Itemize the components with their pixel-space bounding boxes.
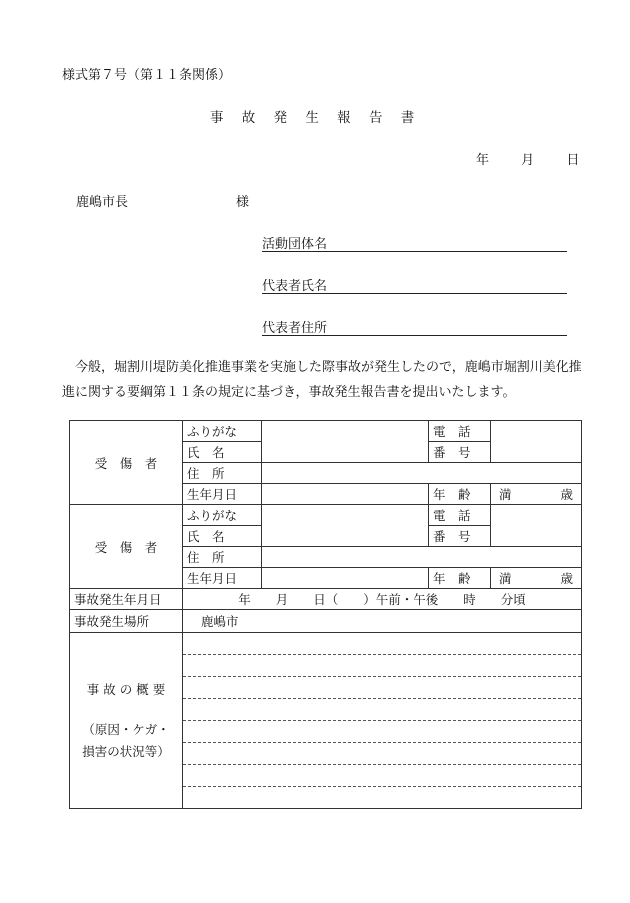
age-prefix-2: 満 [499, 571, 512, 586]
furigana-label-2: ふりがな [183, 505, 262, 526]
phone-cell-2[interactable] [491, 505, 582, 547]
date-month: 月 [521, 153, 535, 168]
addressee-mayor: 鹿嶋市長 [76, 195, 129, 210]
overview-line [183, 765, 581, 787]
date-day: 日 [566, 153, 580, 168]
form-number: 様式第７号（第１１条関係） [62, 68, 232, 83]
addressee-honorific: 様 [236, 195, 250, 210]
overview-line [183, 787, 581, 808]
injured-label-1: 受 傷 者 [70, 421, 183, 505]
furigana-label-1: ふりがな [183, 421, 262, 442]
occurrence-date-label: 事故発生年月日 [70, 589, 183, 610]
overview-text-area[interactable] [183, 633, 582, 809]
date-line [476, 149, 593, 168]
name-cell-1[interactable] [262, 421, 429, 463]
age-suffix-2: 歳 [560, 571, 573, 586]
birthdate-label-2: 生年月日 [183, 568, 262, 589]
age-label-1: 年 齢 [429, 484, 491, 505]
overview-line [183, 743, 581, 765]
overview-line [183, 721, 581, 743]
phone-label-bottom-1: 番 号 [429, 442, 491, 463]
rep-name-label: 代表者氏名 [262, 279, 328, 294]
phone-cell-1[interactable] [491, 421, 582, 463]
overview-note-1: （原因・ケガ・ [82, 721, 170, 737]
age-cell-2[interactable] [491, 568, 582, 589]
overview-line [183, 677, 581, 699]
place-label: 事故発生場所 [70, 610, 183, 633]
overview-label-cell [70, 633, 183, 809]
age-suffix-1: 歳 [560, 487, 573, 502]
group-name-field[interactable] [262, 233, 567, 252]
name-label-1: 氏 名 [183, 442, 262, 463]
name-cell-2[interactable] [262, 505, 429, 547]
birthdate-label-1: 生年月日 [183, 484, 262, 505]
injured-label-2: 受 傷 者 [70, 505, 183, 589]
report-table [69, 420, 582, 809]
address-cell-1[interactable] [262, 463, 582, 484]
birthdate-cell-1[interactable] [262, 484, 429, 505]
overview-label: 事 故 の 概 要 [86, 681, 166, 697]
body-paragraph: 今般，堀割川堤防美化推進事業を実施した際事故が発生したので，鹿嶋市堀割川美化推進に関する要綱第１１条の規定に基づき，事故発生報告書を提出いたします。 [62, 360, 582, 400]
overview-line [183, 633, 581, 655]
place-value[interactable]: 鹿嶋市 [183, 610, 582, 633]
phone-label-top-2: 電 話 [429, 505, 491, 526]
address-cell-2[interactable] [262, 547, 582, 568]
birthdate-cell-2[interactable] [262, 568, 429, 589]
date-year: 年 [476, 153, 490, 168]
rep-name-field[interactable] [262, 275, 567, 294]
phone-label-top-1: 電 話 [429, 421, 491, 442]
phone-label-bottom-2: 番 号 [429, 526, 491, 547]
name-label-2: 氏 名 [183, 526, 262, 547]
overview-note-2: 損害の状況等） [82, 743, 170, 759]
age-prefix-1: 満 [499, 487, 512, 502]
overview-line [183, 699, 581, 721]
document-title: 事 故 発 生 報 告 書 [210, 110, 422, 126]
rep-address-field[interactable] [262, 317, 567, 336]
occurrence-date-value[interactable]: 年 月 日（ ）午前・午後 時 分頃 [183, 589, 582, 610]
group-name-label: 活動団体名 [262, 237, 328, 252]
address-label-2: 住 所 [183, 547, 262, 568]
overview-line [183, 655, 581, 677]
rep-address-label: 代表者住所 [262, 321, 328, 336]
address-label-1: 住 所 [183, 463, 262, 484]
age-label-2: 年 齢 [429, 568, 491, 589]
age-cell-1[interactable] [491, 484, 582, 505]
